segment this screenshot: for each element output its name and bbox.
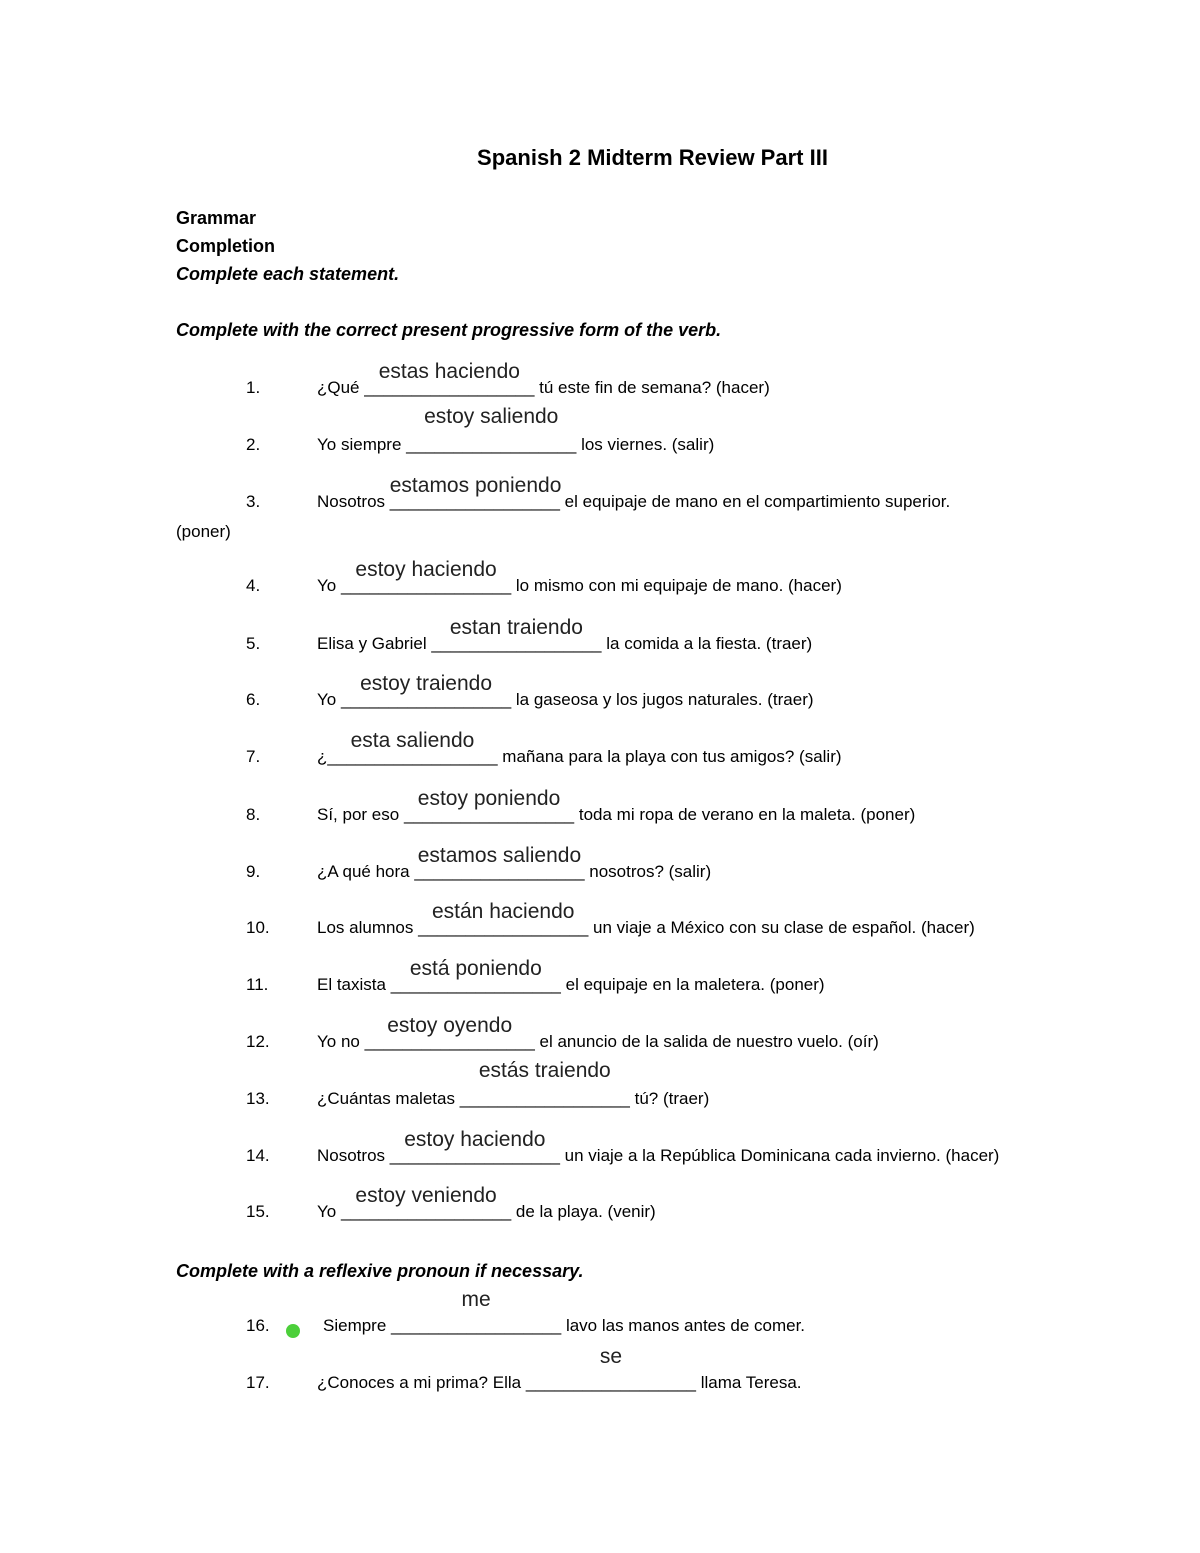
- question-text-after: el equipaje de mano en el compartimiento superior.: [559, 492, 951, 511]
- question-item: [0, 900, 1200, 948]
- question-text-before: ¿Conoces a mi prima? Ella: [317, 1373, 526, 1392]
- question-number: 9.: [246, 862, 261, 881]
- question-text: [317, 957, 825, 995]
- green-dot-icon: [286, 1324, 300, 1338]
- question-text: [317, 616, 813, 654]
- question-text-before: Yo siempre: [317, 435, 407, 454]
- handwritten-answer[interactable]: estoy poniendo: [417, 787, 561, 810]
- handwritten-answer[interactable]: estas haciendo: [378, 360, 520, 383]
- question-text: [317, 900, 975, 938]
- question-text: [317, 844, 712, 882]
- handwritten-answer[interactable]: estamos saliendo: [417, 844, 582, 867]
- question-item: [0, 1288, 1200, 1346]
- page-title: Spanish 2 Midterm Review Part III: [477, 145, 828, 170]
- question-text: [317, 729, 842, 767]
- question-text-after: nosotros? (salir): [584, 862, 712, 881]
- handwritten-answer[interactable]: estan traiendo: [449, 616, 583, 639]
- question-number: 6.: [246, 690, 261, 709]
- answer-blank[interactable]: [389, 474, 562, 512]
- question-text-before: Los alumnos: [317, 918, 419, 937]
- question-text-after: tú este fin de semana? (hacer): [534, 378, 770, 397]
- question-text: [317, 405, 715, 455]
- answer-blank[interactable]: [340, 672, 512, 710]
- handwritten-answer[interactable]: estoy veniendo: [355, 1184, 497, 1207]
- question-item: [0, 787, 1200, 835]
- answer-blank[interactable]: [327, 729, 498, 767]
- answer-blank[interactable]: [391, 1288, 562, 1336]
- handwritten-answer[interactable]: esta saliendo: [350, 729, 475, 752]
- blank-line: __________________: [414, 862, 585, 881]
- question-item: [0, 729, 1200, 777]
- question-number: 10.: [246, 918, 270, 937]
- blank-line: __________________: [364, 378, 535, 397]
- question-text-after: lo mismo con mi equipaje de mano. (hacer): [511, 576, 842, 595]
- blank-line: __________________: [340, 1202, 512, 1221]
- blank-line: __________________: [403, 805, 575, 824]
- question-item: [0, 405, 1200, 465]
- question-number: 1.: [246, 378, 261, 397]
- question-text-after: lavo las manos antes de comer.: [561, 1316, 806, 1335]
- question-text-after: de la playa. (venir): [511, 1202, 656, 1221]
- question-number: 12.: [246, 1032, 270, 1051]
- question-text-after: la comida a la fiesta. (traer): [601, 634, 813, 653]
- section-2-heading: Complete with a reflexive pronoun if necessary.: [176, 1261, 584, 1281]
- question-text: [317, 360, 770, 398]
- question-text: [317, 672, 814, 710]
- answer-blank[interactable]: [418, 900, 589, 938]
- question-number: 8.: [246, 805, 261, 824]
- answer-blank[interactable]: [389, 1128, 560, 1166]
- question-text-before: Yo: [317, 576, 341, 595]
- question-item: [0, 1345, 1200, 1403]
- question-text-before: ¿Qué: [317, 378, 365, 397]
- question-text-before: ¿A qué hora: [317, 862, 415, 881]
- item-3-wrap: (poner): [176, 522, 231, 541]
- question-text-after: el anuncio de la salida de nuestro vuelo. (oír): [534, 1032, 879, 1051]
- question-text: [317, 787, 916, 825]
- question-text-before: Nosotros: [317, 492, 390, 511]
- question-text-before: El taxista: [317, 975, 391, 994]
- blank-line: __________________: [418, 918, 589, 937]
- question-number: 14.: [246, 1146, 270, 1165]
- blank-line: __________________: [389, 492, 560, 511]
- handwritten-answer[interactable]: se: [599, 1345, 622, 1368]
- question-text-after: un viaje a México con su clase de español. (hacer): [588, 918, 975, 937]
- question-text-before: Siempre: [323, 1316, 392, 1335]
- question-item: [0, 616, 1200, 664]
- question-text: [317, 1014, 879, 1052]
- question-number: 16.: [246, 1316, 270, 1335]
- question-text: [317, 1128, 1000, 1166]
- question-text: [317, 1184, 656, 1222]
- question-text-before: Nosotros: [317, 1146, 390, 1165]
- blank-line: __________________: [391, 1316, 562, 1335]
- question-item: [0, 957, 1200, 1005]
- question-text: [317, 1059, 710, 1109]
- blank-line: __________________: [406, 435, 577, 454]
- answer-blank[interactable]: [340, 1184, 512, 1222]
- question-number: 7.: [246, 747, 261, 766]
- question-text-after: los viernes. (salir): [576, 435, 715, 454]
- answer-blank[interactable]: [340, 558, 512, 596]
- blank-line: __________________: [340, 690, 512, 709]
- question-text-before: Yo no: [317, 1032, 365, 1051]
- answer-blank[interactable]: [390, 957, 561, 995]
- question-text: [317, 558, 842, 596]
- handwritten-answer[interactable]: está poniendo: [409, 957, 542, 980]
- question-item: [0, 1014, 1200, 1062]
- question-text-before: Yo: [317, 690, 341, 709]
- question-number: 5.: [246, 634, 261, 653]
- blank-line: __________________: [327, 747, 498, 766]
- blank-line: __________________: [459, 1089, 630, 1108]
- blank-line: __________________: [390, 975, 561, 994]
- question-item: [0, 1184, 1200, 1232]
- answer-blank[interactable]: [364, 1014, 535, 1052]
- question-text-before: Yo: [317, 1202, 341, 1221]
- question-text-after: el equipaje en la maletera. (poner): [560, 975, 825, 994]
- question-number: 2.: [246, 435, 261, 454]
- handwritten-answer[interactable]: estoy traiendo: [360, 672, 493, 695]
- answer-blank[interactable]: [414, 844, 585, 882]
- question-text-before: Elisa y Gabriel: [317, 634, 432, 653]
- instructions: Complete each statement.: [176, 264, 400, 284]
- question-text: [323, 1288, 806, 1336]
- question-text-after: mañana para la playa con tus amigos? (salir): [497, 747, 842, 766]
- question-number: 3.: [246, 492, 261, 511]
- handwritten-answer[interactable]: estás traiendo: [478, 1059, 611, 1082]
- blank-line: __________________: [525, 1373, 696, 1392]
- blank-line: __________________: [431, 634, 602, 653]
- question-text: [317, 474, 951, 512]
- heading-completion: Completion: [176, 236, 275, 256]
- section-1-heading: Complete with the correct present progressive form of the verb.: [176, 320, 722, 340]
- question-number: 4.: [246, 576, 261, 595]
- answer-blank[interactable]: [403, 787, 575, 825]
- question-text-before: Sí, por eso: [317, 805, 404, 824]
- question-number: 17.: [246, 1373, 270, 1392]
- question-text-after: llama Teresa.: [696, 1373, 802, 1392]
- question-text-after: la gaseosa y los jugos naturales. (traer): [511, 690, 814, 709]
- handwritten-answer[interactable]: estamos poniendo: [389, 474, 562, 497]
- question-number: 11.: [246, 975, 269, 994]
- question-item: [0, 672, 1200, 720]
- blank-line: __________________: [364, 1032, 535, 1051]
- answer-blank[interactable]: [431, 616, 602, 654]
- handwritten-answer[interactable]: me: [461, 1288, 491, 1311]
- handwritten-answer[interactable]: estoy saliendo: [424, 405, 559, 428]
- question-item: [0, 844, 1200, 892]
- question-text-after: un viaje a la República Dominicana cada invierno. (hacer): [559, 1146, 1000, 1165]
- question-item: [0, 558, 1200, 606]
- handwritten-answer[interactable]: estoy haciendo: [355, 558, 497, 581]
- question-item: [0, 1128, 1200, 1176]
- question-number: 15.: [246, 1202, 270, 1221]
- answer-blank[interactable]: [525, 1345, 696, 1393]
- handwritten-answer[interactable]: están haciendo: [431, 900, 575, 923]
- question-item: [0, 474, 1200, 522]
- answer-blank[interactable]: [459, 1059, 630, 1109]
- answer-blank[interactable]: [364, 360, 535, 398]
- question-item: [0, 1059, 1200, 1119]
- handwritten-answer[interactable]: estoy haciendo: [404, 1128, 546, 1151]
- question-text-after: tú? (traer): [629, 1089, 710, 1108]
- question-text-before: ¿Cuántas maletas: [317, 1089, 460, 1108]
- blank-line: __________________: [389, 1146, 560, 1165]
- question-item: [0, 360, 1200, 408]
- question-number: 13.: [246, 1089, 270, 1108]
- question-text-before: ¿: [317, 747, 328, 766]
- heading-grammar: Grammar: [176, 208, 257, 228]
- blank-line: __________________: [340, 576, 512, 595]
- handwritten-answer[interactable]: estoy oyendo: [387, 1014, 513, 1037]
- question-text-after: toda mi ropa de verano en la maleta. (poner): [574, 805, 916, 824]
- question-text: [317, 1345, 802, 1393]
- answer-blank[interactable]: [406, 405, 577, 455]
